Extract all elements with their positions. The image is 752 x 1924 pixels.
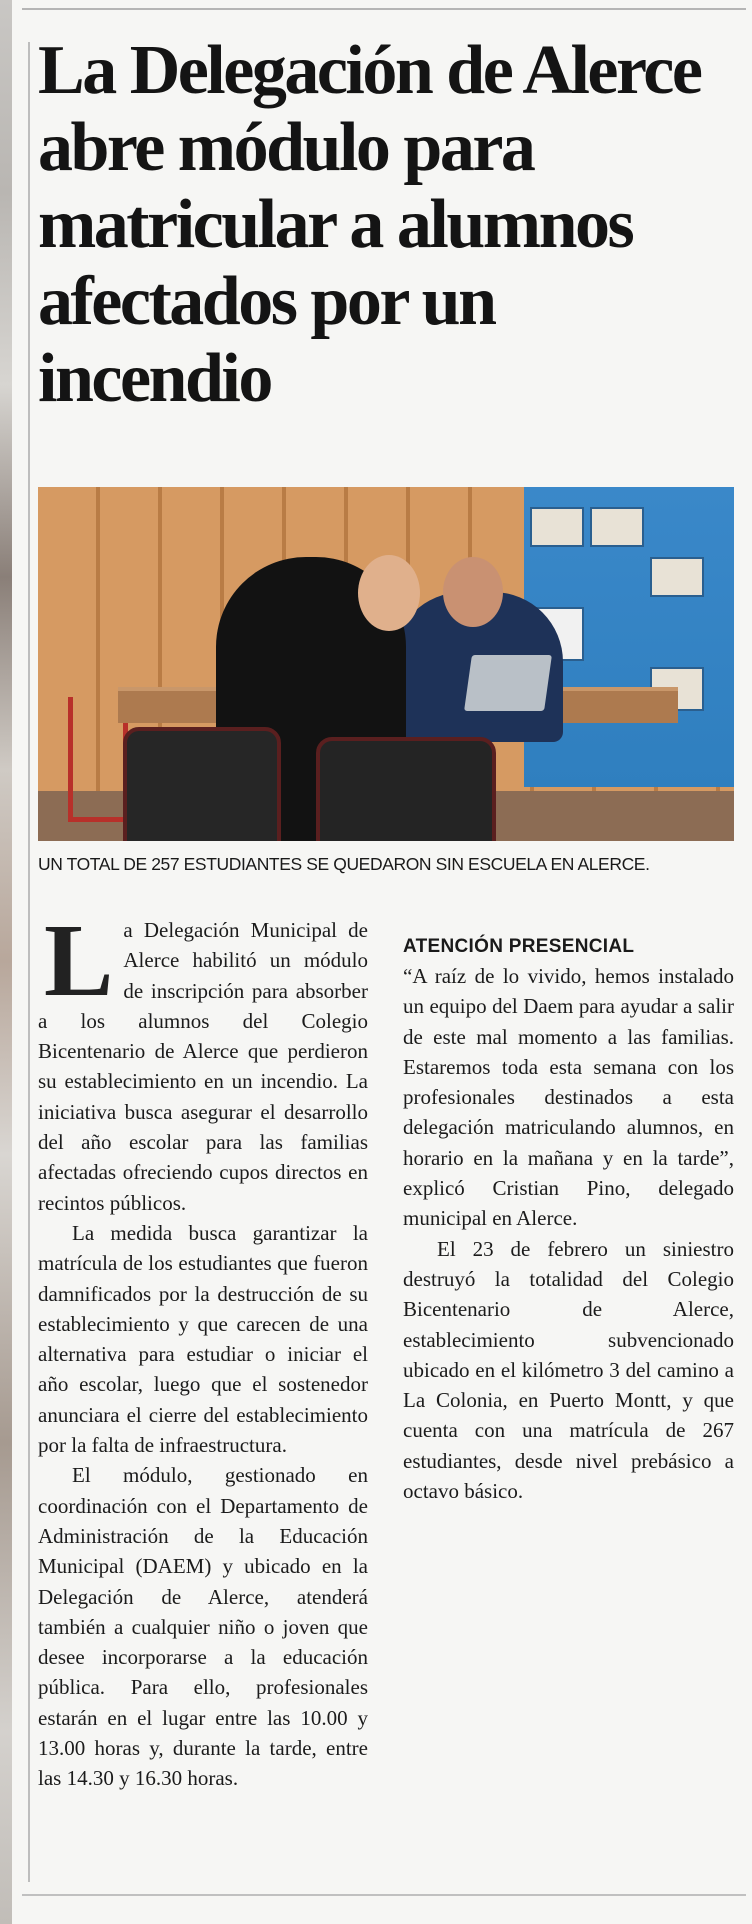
bottom-rule [22, 1894, 746, 1896]
paragraph-2: La medida busca garantizar la matrícula de los estudiantes que fueron damnificados por la destrucción de su establecimiento y que carecen de una alternativa para estudiar o iniciar el año escolar, luego que el sostenedor anunciara el cierre del establecimiento por la falta de infraestructura. [38, 1220, 368, 1458]
drop-cap: L [44, 903, 114, 1018]
paragraph-1 [38, 903, 368, 1218]
paragraph-5: El 23 de febrero un siniestro destruyó la totalidad del Colegio Bicentenario de Alerce, establecimiento subvencionado ubicado en el kilómetro 3 del camino a La Colonia, en Puerto Montt, y que cuenta con una matrícula de 267 estudiantes, desde nivel prebásico a octavo básico. [403, 1236, 734, 1504]
paragraph-4: “A raíz de lo vivido, hemos instalado un equipo del Daem para ayudar a salir de este mal momento a las familias. Estaremos toda esta semana con los profesionales destinados a esta delegación matriculando alumnos, en horario en la mañana y en la tarde”, explicó Cristian Pino, delegado municipal en Alerce. [403, 964, 734, 1231]
top-rule [22, 8, 746, 10]
paragraph-1-text: a Delegación Municipal de Alerce habilitó un módulo de inscripción para absorber a los alumnos del Colegio Bicentenario de Alerce que perdieron su establecimiento en un incendio. La iniciativa busca asegurar el desarrollo del año escolar para las familias afectadas ofreciendo cupos directos en recintos públicos. [38, 918, 368, 1215]
section-subhead: ATENCIÓN PRESENCIAL [403, 936, 635, 957]
article-headline: La Delegación de Alerce abre módulo para matricular a alumnos afectados por un incendio [38, 32, 701, 417]
article-column-2 [403, 915, 734, 1506]
photo-caption: UN TOTAL DE 257 ESTUDIANTES SE QUEDARON SIN ESCUELA EN ALERCE. [38, 854, 650, 874]
paragraph-3: El módulo, gestionado en coordinación con el Departamento de Administración de la Educación Municipal (DAEM) y ubicado en la Delegación de Alerce, atenderá también a cualquier niño o joven que desee incorporarse a la educación pública. Para ello, profesionales estarán en el lugar entre las 10.00 y 13.00 horas y, durante la tarde, entre las 14.30 y 16.30 horas. [38, 1463, 368, 1791]
column-separator [28, 42, 30, 1882]
article-photo [38, 487, 734, 841]
article-column-1 [38, 903, 368, 1794]
adjacent-page-strip [0, 0, 12, 1924]
